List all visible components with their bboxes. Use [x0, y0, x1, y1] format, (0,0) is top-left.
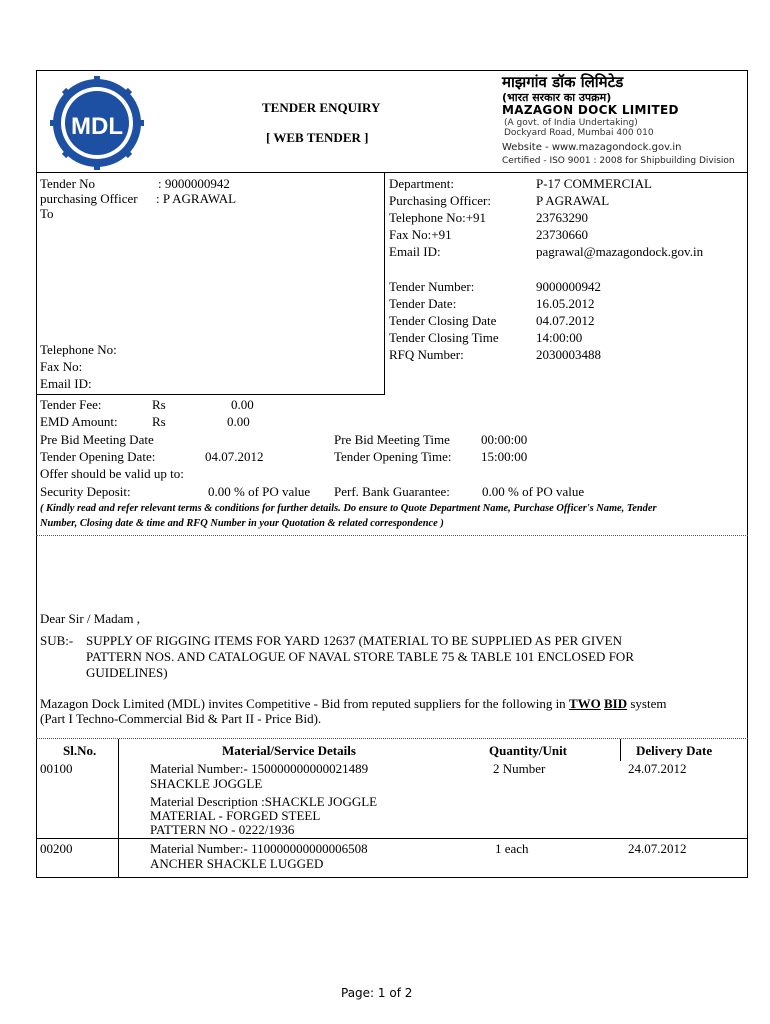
table-row-divider [36, 838, 748, 839]
left-telephone-label: Telephone No: [40, 342, 117, 357]
page-title: TENDER ENQUIRY [262, 100, 381, 115]
opening-time-label: Tender Opening Time: [334, 449, 452, 464]
officer-label: purchasing Officer [40, 191, 138, 206]
two-emphasis: TWO [568, 696, 601, 711]
company-website: Website - www.mazagondock.gov.in [502, 142, 682, 153]
page-subtitle: [ WEB TENDER ] [266, 130, 369, 145]
purchasing-officer-label: Purchasing Officer: [389, 193, 491, 208]
telephone-value: 23763290 [536, 210, 588, 225]
validity-label: Offer should be valid up to: [40, 466, 184, 481]
note-line-2: Number, Closing date & time and RFQ Number in your Quotation & related correspondence ) [40, 518, 444, 529]
rfq-number-label: RFQ Number: [389, 347, 464, 362]
table-row-2-material-number: Material Number:- 110000000000006508 [150, 841, 368, 856]
company-address: Dockyard Road, Mumbai 400 010 [504, 128, 654, 138]
table-col-divider-3 [620, 739, 621, 761]
prebid-date-label: Pre Bid Meeting Date [40, 432, 154, 447]
page-number: Page: 1 of 2 [341, 986, 413, 1000]
invitation-text: Mazagon Dock Limited (MDL) invites Competitive - Bid from reputed suppliers for the following in [40, 696, 569, 711]
opening-time-value: 15:00:00 [481, 449, 528, 464]
bid-emphasis: BID [603, 696, 628, 711]
tender-date-value: 16.05.2012 [536, 296, 595, 311]
table-row-1-desc-3: PATTERN NO - 0222/1936 [150, 822, 295, 837]
table-row-1-slno: 00100 [40, 761, 73, 776]
table-row-2-quantity: 1 each [495, 841, 529, 856]
mdl-logo-icon [42, 76, 152, 170]
left-email-label: Email ID: [40, 376, 92, 391]
prebid-time-value: 00:00:00 [481, 432, 528, 447]
closing-date-value: 04.07.2012 [536, 313, 595, 328]
tender-fee-currency: Rs [152, 397, 166, 412]
opening-date-label: Tender Opening Date: [40, 449, 156, 464]
purchasing-officer-value: P AGRAWAL [536, 193, 610, 208]
table-header-slno: Sl.No. [63, 743, 97, 758]
iso-certification: Certified - ISO 9001 : 2008 for Shipbuilding Division [502, 156, 735, 166]
emd-label: EMD Amount: [40, 414, 118, 429]
bank-guarantee-label: Perf. Bank Guarantee: [334, 484, 450, 499]
subject-label: SUB:- [40, 633, 74, 648]
subject-line-3: GUIDELINES) [86, 665, 168, 680]
closing-date-label: Tender Closing Date [389, 313, 497, 328]
subject-line-1: SUPPLY OF RIGGING ITEMS FOR YARD 12637 (MATERIAL TO BE SUPPLIED AS PER GIVEN [86, 633, 622, 648]
table-row-1-quantity: 2 Number [493, 761, 546, 776]
tender-date-label: Tender Date: [389, 296, 457, 311]
table-row-1-material-number: Material Number:- 150000000000021489 [150, 761, 369, 776]
fax-label: Fax No:+91 [389, 227, 452, 242]
officer-value: : P AGRAWAL [156, 191, 237, 206]
security-deposit-label: Security Deposit: [40, 484, 131, 499]
section-divider [36, 535, 748, 536]
table-row-2-slno: 00200 [40, 841, 73, 856]
to-label: To [40, 206, 54, 221]
table-row-2-material-name: ANCHER SHACKLE LUGGED [150, 856, 324, 871]
email-label: Email ID: [389, 244, 441, 259]
department-value: P-17 COMMERCIAL [536, 176, 652, 191]
tender-number-value: 9000000942 [536, 279, 601, 294]
details-divider [384, 172, 385, 394]
email-value: pagrawal@mazagondock.gov.in [536, 244, 704, 259]
salutation: Dear Sir / Madam , [40, 611, 141, 626]
table-row-1-desc-1: Material Description :SHACKLE JOGGLE [150, 794, 378, 809]
table-header-delivery: Delivery Date [636, 743, 713, 758]
telephone-label: Telephone No:+91 [389, 210, 487, 225]
closing-time-value: 14:00:00 [536, 330, 583, 345]
invitation-line-1 [40, 696, 666, 712]
emd-value: 0.00 [227, 414, 250, 429]
prebid-time-label: Pre Bid Meeting Time [334, 432, 450, 447]
company-name: MAZAGON DOCK LIMITED [502, 103, 679, 117]
company-brand [496, 72, 734, 168]
left-box-bottom [36, 394, 385, 395]
note-line-1: ( Kindly read and refer relevant terms & conditions for further details. Do ensure to Quote Department Name, Purchase Officer's Name, Tender [40, 503, 657, 514]
table-header-quantity: Quantity/Unit [489, 743, 568, 758]
invitation-suffix: system [627, 696, 667, 711]
rfq-number-value: 2030003488 [536, 347, 601, 362]
left-fax-label: Fax No: [40, 359, 83, 374]
tender-no-label: Tender No [40, 176, 96, 191]
tender-fee-label: Tender Fee: [40, 397, 102, 412]
table-row-1-desc-2: MATERIAL - FORGED STEEL [150, 808, 321, 823]
govt-note: (A govt. of India Undertaking) [504, 118, 638, 128]
fax-value: 23730660 [536, 227, 588, 242]
tender-number-label: Tender Number: [389, 279, 475, 294]
table-header-material: Material/Service Details [222, 743, 356, 758]
table-row-2-delivery: 24.07.2012 [628, 841, 687, 856]
table-row-1-delivery: 24.07.2012 [628, 761, 687, 776]
bank-guarantee-value: 0.00 % of PO value [482, 484, 585, 499]
tender-no-value: : 9000000942 [158, 176, 230, 191]
emd-currency: Rs [152, 414, 166, 429]
table-row-1-material-name: SHACKLE JOGGLE [150, 776, 263, 791]
table-col-divider-1 [118, 739, 119, 878]
subject-line-2: PATTERN NOS. AND CATALOGUE OF NAVAL STORE TABLE 75 & TABLE 101 ENCLOSED FOR [86, 649, 634, 664]
tender-fee-value: 0.00 [231, 397, 254, 412]
hindi-name: माझगांव डॉक लिमिटेड [502, 73, 624, 91]
opening-date-value: 04.07.2012 [205, 449, 264, 464]
table-top-border [36, 738, 748, 739]
invitation-line-2: (Part I Techno-Commercial Bid & Part II - Price Bid). [40, 711, 322, 726]
header-divider [36, 172, 748, 173]
hindi-sub: (भारत सरकार का उपक्रम) [502, 91, 612, 104]
security-deposit-value: 0.00 % of PO value [208, 484, 311, 499]
department-label: Department: [389, 176, 454, 191]
closing-time-label: Tender Closing Time [389, 330, 499, 345]
logo-text: MDL [71, 113, 123, 140]
